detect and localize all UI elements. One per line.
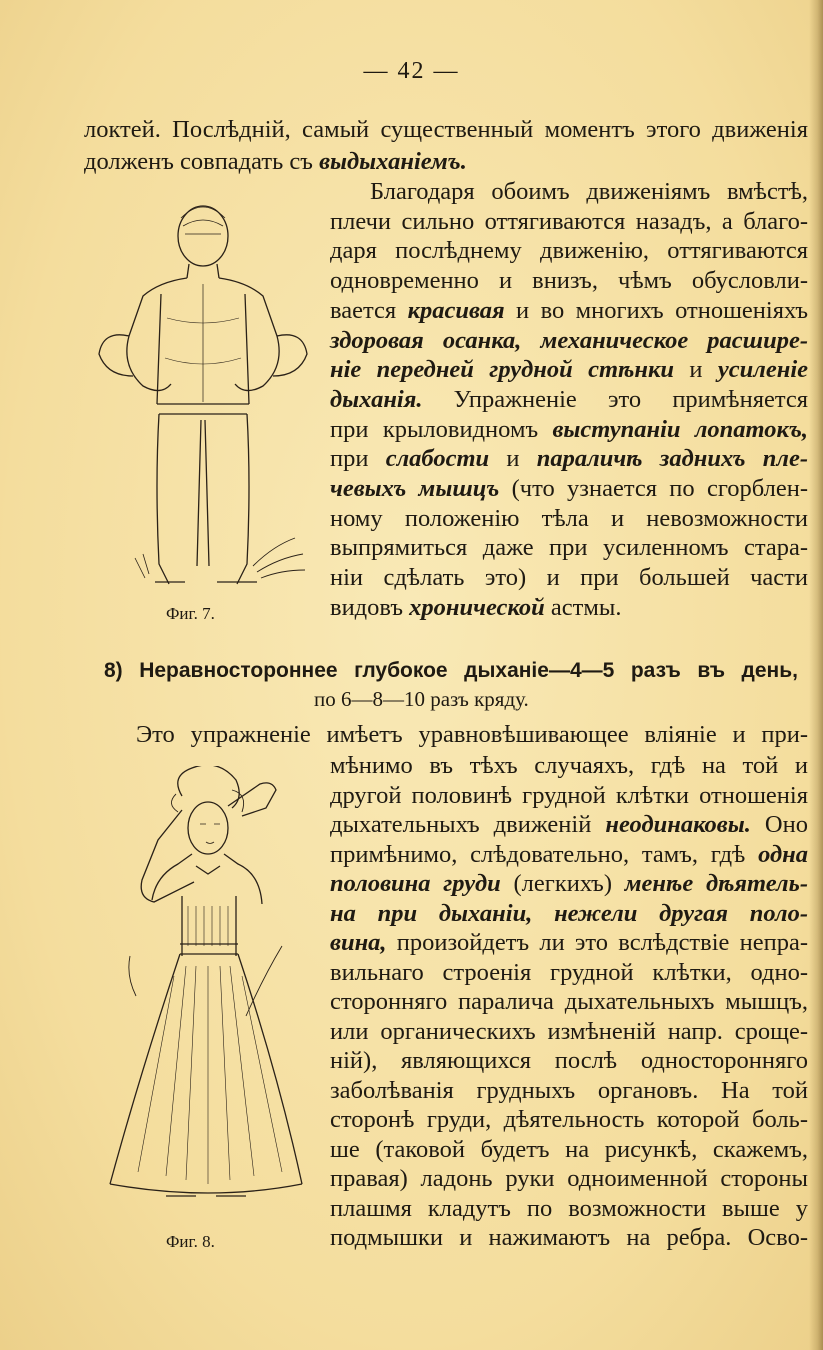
text-line	[330, 563, 808, 593]
text-line	[330, 504, 808, 534]
text-span: заболѣванiя грудныхъ органовъ. На той	[330, 1076, 808, 1104]
paragraph-line	[330, 928, 808, 958]
text-span: и	[674, 356, 718, 384]
figure-7-illustration	[95, 198, 310, 598]
text-line	[330, 987, 808, 1017]
text-line	[330, 296, 808, 326]
text-span: вается	[330, 296, 408, 324]
paragraph-line	[84, 147, 467, 177]
paragraph-line	[84, 115, 808, 145]
paragraph-line	[330, 869, 808, 899]
page-edge	[809, 0, 823, 1350]
figure-8-illustration	[96, 766, 320, 1216]
text-line	[330, 266, 808, 296]
paragraph-line	[330, 385, 808, 415]
text-span: (легкихъ)	[500, 870, 625, 897]
text-line	[330, 958, 808, 988]
paragraph-line	[330, 781, 808, 811]
text-span: и	[489, 445, 537, 473]
text-span: ному положенiю тѣла и невозможности	[330, 504, 808, 532]
paragraph-line	[330, 326, 808, 356]
paragraph-line	[330, 958, 808, 988]
emphasis-span: красивая	[407, 296, 505, 324]
text-line	[330, 593, 808, 623]
text-span: видовъ	[330, 593, 410, 621]
paragraph-line	[330, 1105, 808, 1135]
paragraph-line	[136, 720, 808, 750]
paragraph-line	[370, 177, 808, 207]
emphasis-span: на при дыханiи, нежели другая поло-	[330, 899, 808, 927]
text-line	[330, 1135, 808, 1165]
paragraph-line	[330, 987, 808, 1017]
emphasis-span: нiе передней грудной стѣнки	[330, 356, 675, 384]
paragraph-line	[330, 355, 808, 385]
paragraph-line	[330, 207, 808, 237]
text-span: (что узнается по сгорблен-	[499, 475, 809, 502]
paragraph-line	[330, 415, 808, 445]
paragraph-line	[330, 1017, 808, 1047]
figure-8-caption: Фиг. 8.	[166, 1232, 215, 1251]
text-span: правая) ладонь руки одноименной стороны	[330, 1165, 808, 1192]
emphasis-span: менѣе дѣятель-	[624, 870, 808, 897]
emphasis-span: выдыханiемъ.	[319, 148, 467, 175]
text-line	[330, 1076, 808, 1106]
paragraph-line	[330, 563, 808, 593]
text-line	[330, 1105, 808, 1135]
text-line	[330, 781, 808, 811]
text-line	[330, 533, 808, 563]
text-line	[330, 869, 808, 899]
text-span: одновременно и внизъ, чѣмъ обусловли-	[330, 267, 808, 295]
text-span: астмы.	[544, 593, 622, 621]
text-line	[330, 751, 808, 781]
paragraph-line	[330, 296, 808, 326]
text-line	[330, 236, 808, 266]
emphasis-span: слабости	[385, 445, 490, 473]
text-span: подмышки и нажимаютъ на ребра. Осво-	[330, 1224, 808, 1251]
text-span: Упражненiе это примѣняется	[422, 385, 808, 413]
text-line	[330, 1223, 808, 1253]
paragraph-line	[330, 533, 808, 563]
paragraph-line	[330, 444, 808, 474]
emphasis-span: усиленiе	[717, 356, 808, 384]
text-span: вильнаго строенiя грудной клѣтки, одно-	[330, 958, 808, 986]
text-span: нiй), являющихся послѣ односторонняго	[330, 1047, 808, 1074]
paragraph-line	[330, 840, 808, 870]
paragraph-line	[330, 1135, 808, 1165]
emphasis-span: дыханiя.	[330, 385, 423, 413]
page-number: — 42 —	[363, 58, 460, 84]
paragraph-line	[330, 1194, 808, 1224]
exercise-8-subheading: по 6—8—10 разъ кряду.	[314, 687, 529, 711]
text-span: Благодаря обоимъ движенiямъ вмѣстѣ,	[370, 178, 808, 205]
text-span: дыхательныхъ движенiй	[330, 811, 606, 838]
emphasis-span: чевыхъ мышцъ	[330, 475, 500, 502]
text-span: другой половинѣ грудной клѣтки отношенiя	[330, 781, 808, 809]
text-line: локтей. Послѣднiй, самый существенный моментъ этого движенiя	[84, 116, 808, 143]
paragraph-line	[330, 236, 808, 266]
text-line	[330, 1194, 808, 1224]
text-line: Это упражненiе имѣетъ уравновѣшивающее влiянiе и при-	[136, 721, 808, 748]
emphasis-span: хронической	[409, 593, 545, 621]
text-line	[330, 928, 808, 958]
emphasis-span: половина груди	[330, 870, 501, 897]
text-span: сторонняго паралича дыхательныхъ мышцъ,	[330, 988, 808, 1015]
paragraph-line	[330, 1076, 808, 1106]
emphasis-span: неодинаковы.	[605, 811, 751, 838]
text-span: или органическихъ измѣненiй напр. сроще-	[330, 1017, 808, 1045]
text-span: мѣнимо въ тѣхъ случаяхъ, гдѣ на той и	[330, 752, 808, 779]
text-line	[330, 1017, 808, 1047]
heading-text: 8) Неравностороннее глубокое дыханiе—4—5 разъ въ день,	[104, 659, 798, 682]
paragraph-line	[330, 751, 808, 781]
emphasis-span: параличѣ заднихъ пле-	[536, 445, 808, 473]
text-span: примѣнимо, слѣдовательно, тамъ, гдѣ	[330, 840, 759, 868]
text-line	[330, 326, 808, 356]
paragraph-line	[330, 899, 808, 929]
paragraph-line	[330, 504, 808, 534]
text-line	[330, 385, 808, 415]
text-span: плечи сильно оттягиваются назадъ, а благо-	[330, 207, 808, 235]
text-line	[330, 444, 808, 474]
text-line	[330, 1164, 808, 1194]
text-line	[330, 207, 808, 237]
text-span: выпрямиться даже при усиленномъ стара-	[330, 534, 808, 562]
text-span: Оно	[750, 811, 808, 838]
paragraph-line	[330, 810, 808, 840]
text-line	[330, 355, 808, 385]
text-span: плашмя кладутъ по возможности выше у	[330, 1194, 808, 1222]
paragraph-line	[330, 1164, 808, 1194]
text-span: долженъ совпадать съ	[84, 148, 320, 175]
text-line	[330, 1046, 808, 1076]
text-span: при крыловидномъ	[330, 415, 553, 443]
paragraph-line	[330, 266, 808, 296]
text-span: нiи сдѣлать это) и при большей части	[330, 564, 808, 592]
emphasis-span: выступанiи лопатокъ,	[552, 415, 808, 443]
paragraph-line	[330, 474, 808, 504]
paragraph-line	[330, 593, 808, 623]
emphasis-span: одна	[758, 840, 808, 868]
text-line	[370, 177, 808, 207]
text-line	[330, 840, 808, 870]
exercise-8-heading	[104, 656, 798, 686]
paragraph-line	[330, 1223, 808, 1253]
text-span: ше (таковой будетъ на рисункѣ, скажемъ,	[330, 1135, 808, 1163]
emphasis-span: вина,	[330, 929, 387, 956]
emphasis-span: здоровая осанка, механическое расшире-	[330, 326, 808, 354]
text-line	[330, 415, 808, 445]
text-span: и во многихъ отношенiяхъ	[504, 296, 808, 324]
text-span: даря послѣднему движенiю, оттягиваются	[330, 237, 808, 265]
figure-7-caption: Фиг. 7.	[166, 604, 215, 623]
text-span: сторонѣ груди, дѣятельность которой боль-	[330, 1106, 808, 1133]
text-line	[330, 474, 808, 504]
text-line	[330, 899, 808, 929]
text-span: при	[330, 445, 386, 473]
text-span: произойдетъ ли это вслѣдствiе непра-	[386, 929, 808, 956]
text-line	[330, 810, 808, 840]
paragraph-line	[330, 1046, 808, 1076]
